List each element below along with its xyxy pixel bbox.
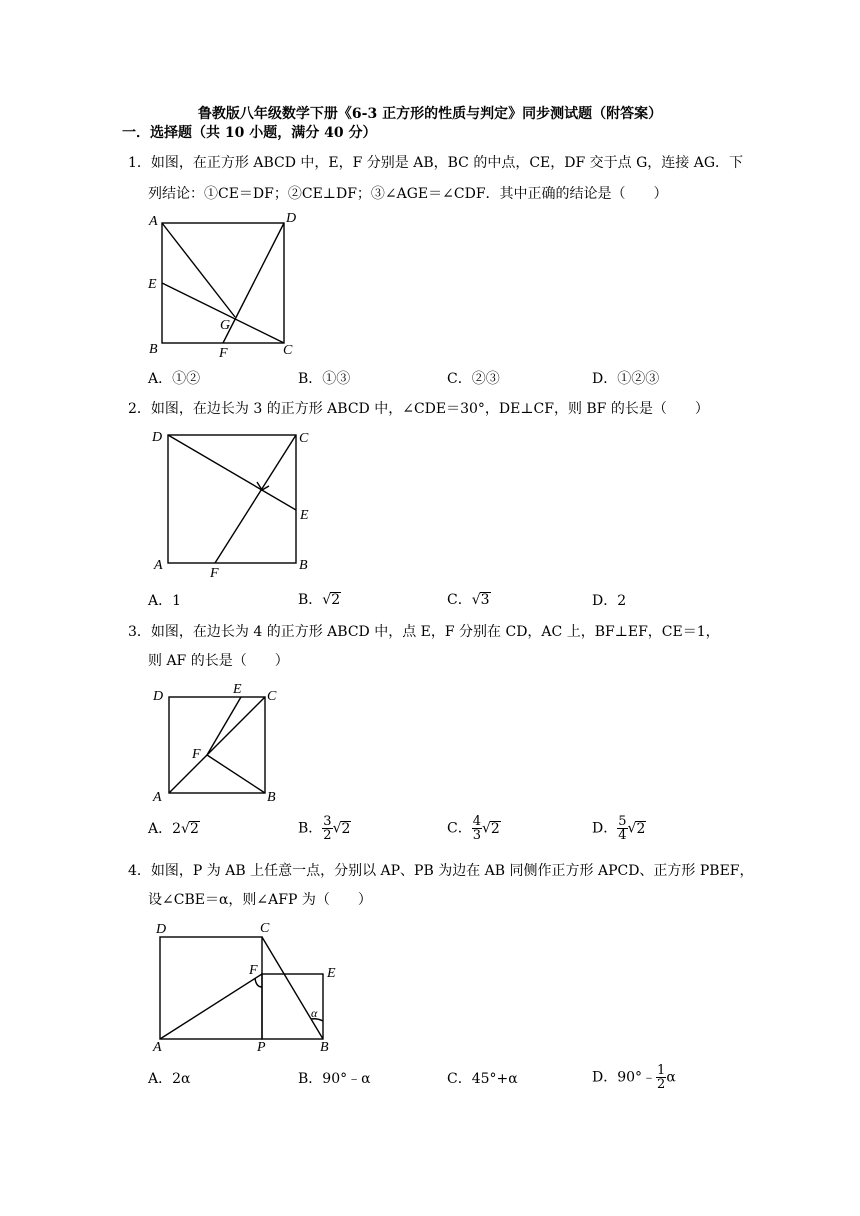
q2-figure <box>140 420 330 585</box>
q2-option-d[interactable]: D．2 <box>592 593 627 609</box>
q3-option-c-radicand: 2 <box>490 820 500 837</box>
q1-stem-line1: 1．如图，在正方形 ABCD 中，E，F 分别是 AB，BC 的中点，CE，DF 交于点 G，连接 AG．下 <box>128 155 744 171</box>
q1-label-g: G <box>220 318 231 333</box>
q2-label-c: C <box>299 431 309 446</box>
q2-segment-cf <box>215 435 296 563</box>
q4-label-p: P <box>257 1040 266 1055</box>
q3-stem-line2: 则 AF 的长是（ ） <box>148 653 289 669</box>
q4-stem-line2: 设∠CBE＝α，则∠AFP 为（ ） <box>148 892 372 908</box>
q1-label-f: F <box>219 346 228 361</box>
q3-label-c: C <box>267 689 277 704</box>
q4-label-e: E <box>327 966 336 981</box>
q4-label-f: F <box>249 963 258 978</box>
q3-option-d-fraction: $\frac{5}{4}$ <box>618 814 627 843</box>
q2-option-b[interactable]: B．√2 <box>298 592 341 608</box>
q1-option-d[interactable]: D．①②③ <box>592 371 660 387</box>
page-title: 鲁教版八年级数学下册《6-3 正方形的性质与判定》同步测试题（附答案） <box>197 106 663 122</box>
q3-figure <box>140 676 290 811</box>
section-heading: 一．选择题（共 10 小题，满分 40 分） <box>122 125 377 141</box>
q3-label-e: E <box>233 682 242 697</box>
q2-option-b-radicand: 2 <box>331 592 341 608</box>
q4-square-apcd <box>160 937 262 1039</box>
q3-option-d[interactable]: D． $\frac{5}{4}$ √2 <box>592 814 646 843</box>
q4-label-d: D <box>156 922 167 937</box>
q3-option-a[interactable]: A．2√2 <box>148 821 199 837</box>
q2-option-b-letter: B． <box>298 592 323 608</box>
q3-diagonal-ac <box>169 697 265 793</box>
q2-label-e: E <box>300 508 309 523</box>
q1-segment-ag <box>162 223 235 317</box>
q4-option-d-text: D．90°﹣ <box>592 1069 657 1086</box>
q2-option-c-radicand: 3 <box>480 592 490 608</box>
q4-option-c[interactable]: C．45°+α <box>447 1071 518 1087</box>
q1-label-c: C <box>283 343 293 358</box>
q2-stem: 2．如图，在边长为 3 的正方形 ABCD 中，∠CDE＝30°，DE⊥CF，则 BF 的长是（ ） <box>128 401 709 417</box>
q1-stem-line2: 列结论：①CE＝DF；②CE⊥DF；③∠AGE＝∠CDF．其中正确的结论是（ ） <box>148 186 668 202</box>
q1-segment-df <box>223 223 284 343</box>
q1-label-a: A <box>149 214 158 229</box>
q2-option-c[interactable]: C．√3 <box>447 592 490 608</box>
q3-label-a: A <box>153 790 162 805</box>
q4-option-d[interactable] <box>592 1064 676 1091</box>
q3-option-a-coef: 2 <box>172 821 182 837</box>
q2-label-d: D <box>152 430 163 445</box>
q4-angle-arc-f <box>255 978 262 987</box>
q4-label-b: B <box>320 1040 329 1055</box>
q1-label-d: D <box>286 211 297 226</box>
q4-figure <box>140 915 350 1055</box>
q4-option-d-alpha: α <box>666 1069 676 1086</box>
q2-label-b: B <box>299 558 308 573</box>
q3-option-a-radicand: 2 <box>189 821 199 837</box>
q1-figure <box>140 205 310 365</box>
q3-option-b-letter: B． <box>298 820 323 837</box>
q3-option-b[interactable]: B． $\frac{3}{2}$ √2 <box>298 814 351 843</box>
q3-label-b: B <box>267 790 276 805</box>
q1-option-b[interactable]: B．①③ <box>298 371 351 387</box>
q3-option-c-fraction: $\frac{4}{3}$ <box>472 814 481 843</box>
q4-label-alpha: α <box>311 1006 318 1020</box>
q3-option-d-letter: D． <box>592 820 618 837</box>
q2-label-f: F <box>210 566 219 581</box>
q2-option-a[interactable]: A．1 <box>148 593 182 609</box>
q1-segment-ec <box>162 283 284 343</box>
q1-option-a[interactable]: A．①② <box>148 371 201 387</box>
q2-segment-de <box>168 435 296 510</box>
q2-label-a: A <box>154 558 163 573</box>
q4-segment-af <box>160 974 262 1039</box>
q2-option-c-letter: C． <box>447 592 472 608</box>
q4-label-a: A <box>153 1040 162 1055</box>
q3-segment-fb <box>207 755 265 793</box>
q4-option-b[interactable]: B．90°﹣α <box>298 1071 371 1087</box>
q3-option-d-radicand: 2 <box>636 820 646 837</box>
q4-segment-cb <box>262 937 323 1039</box>
q3-option-c[interactable]: C． $\frac{4}{3}$ √2 <box>447 814 500 843</box>
q3-option-c-letter: C． <box>447 820 472 837</box>
q1-option-c[interactable]: C．②③ <box>447 371 500 387</box>
q3-label-f: F <box>192 747 201 762</box>
q1-label-e: E <box>148 277 157 292</box>
q3-stem-line1: 3．如图，在边长为 4 的正方形 ABCD 中，点 E，F 分别在 CD，AC 上，BF⊥EF，CE＝1， <box>128 624 720 640</box>
q3-option-b-radicand: 2 <box>341 820 351 837</box>
q3-option-b-fraction: $\frac{3}{2}$ <box>323 814 332 843</box>
q4-label-c: C <box>260 921 270 936</box>
q1-label-b: B <box>149 342 158 357</box>
q4-stem-line1: 4．如图，P 为 AB 上任意一点，分别以 AP、PB 为边在 AB 同侧作正方形 APCD、正方形 PBEF， <box>128 863 754 879</box>
q3-label-d: D <box>153 689 164 704</box>
q3-option-a-letter: A． <box>148 821 173 837</box>
q4-option-d-fraction: $\frac{1}{2}$ <box>657 1063 666 1092</box>
q4-option-a[interactable]: A．2α <box>148 1071 191 1087</box>
